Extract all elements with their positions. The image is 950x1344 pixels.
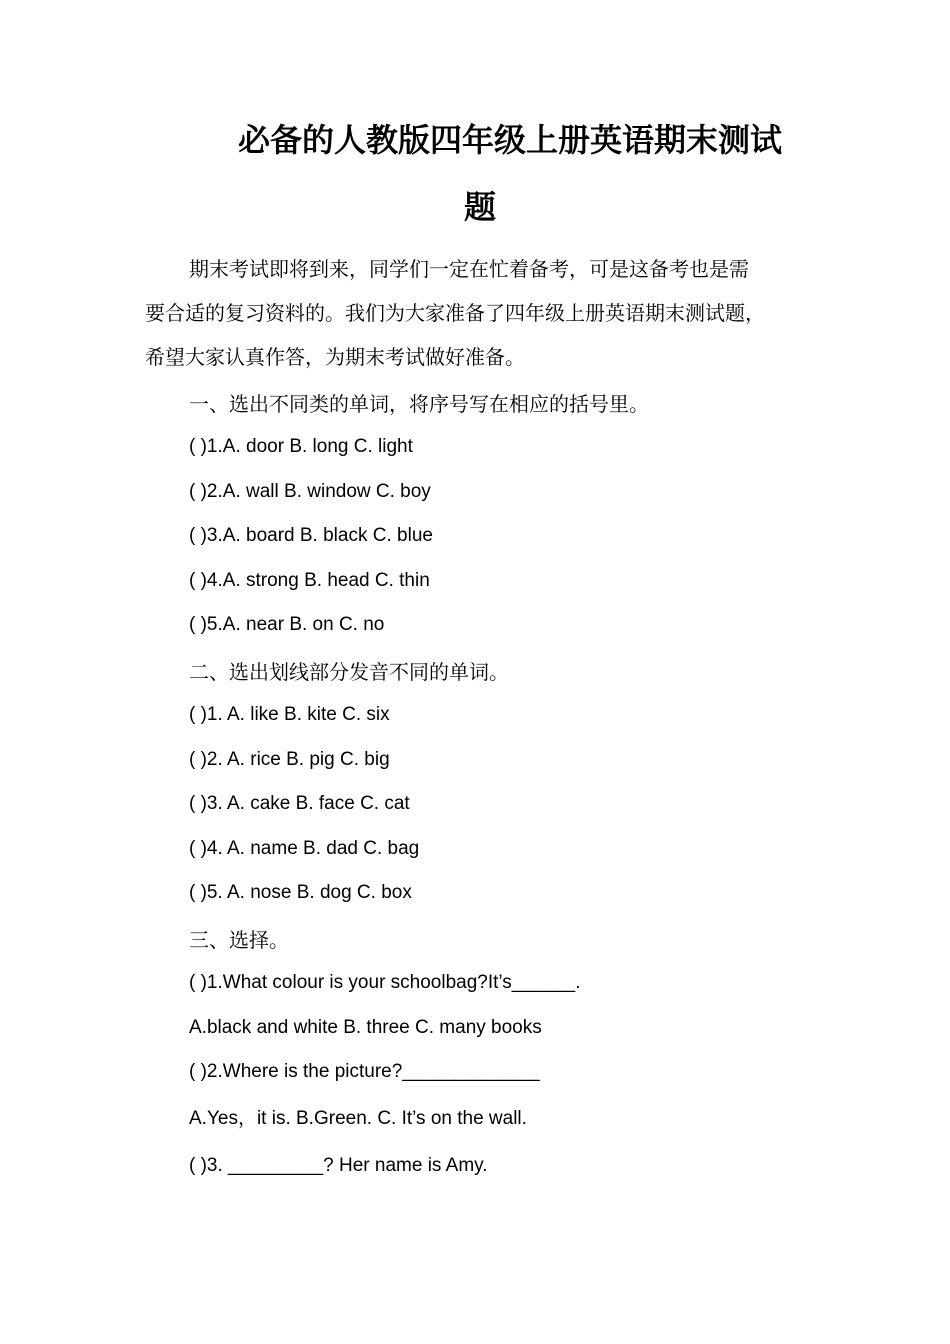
document-title-line-1: 必备的人教版四年级上册英语期末测试 — [237, 121, 782, 159]
section-1-item: ( )3.A. board B. black C. blue — [189, 525, 433, 546]
section-1-item: ( )4.A. strong B. head C. thin — [189, 570, 430, 591]
section-3-question: ( )2.Where is the picture?_____________ — [189, 1061, 540, 1082]
section-3-question: ( )3. _________? Her name is Amy. — [189, 1155, 488, 1176]
section-1-heading: 一、选出不同类的单词，将序号写在相应的括号里。 — [189, 392, 649, 416]
section-1-item: ( )2.A. wall B. window C. boy — [189, 481, 431, 502]
section-2-item: ( )5. A. nose B. dog C. box — [189, 882, 412, 903]
section-1-item: ( )5.A. near B. on C. no — [189, 614, 385, 635]
document-title-line-2: 题 — [463, 188, 496, 226]
section-2-heading: 二、选出划线部分发音不同的单词。 — [189, 660, 509, 684]
section-2-item: ( )4. A. name B. dad C. bag — [189, 838, 420, 859]
section-3-heading: 三、选择。 — [189, 928, 289, 952]
section-2-item: ( )2. A. rice B. pig C. big — [189, 749, 390, 770]
section-2-item: ( )3. A. cake B. face C. cat — [189, 793, 410, 814]
section-3-options: A.black and white B. three C. many books — [189, 1017, 542, 1038]
section-3-options: A.Yes，it is. B.Green. C. It’s on the wall. — [189, 1108, 527, 1129]
intro-paragraph-line-1: 期末考试即将到来，同学们一定在忙着备考，可是这备考也是需 — [189, 257, 749, 281]
intro-paragraph-line-3: 希望大家认真作答，为期末考试做好准备。 — [145, 345, 525, 369]
section-2-item: ( )1. A. like B. kite C. six — [189, 704, 390, 725]
intro-paragraph-line-2: 要合适的复习资料的。我们为大家准备了四年级上册英语期末测试题， — [145, 301, 765, 325]
section-3-question: ( )1.What colour is your schoolbag?It’s______. — [189, 972, 581, 993]
section-1-item: ( )1.A. door B. long C. light — [189, 436, 413, 457]
